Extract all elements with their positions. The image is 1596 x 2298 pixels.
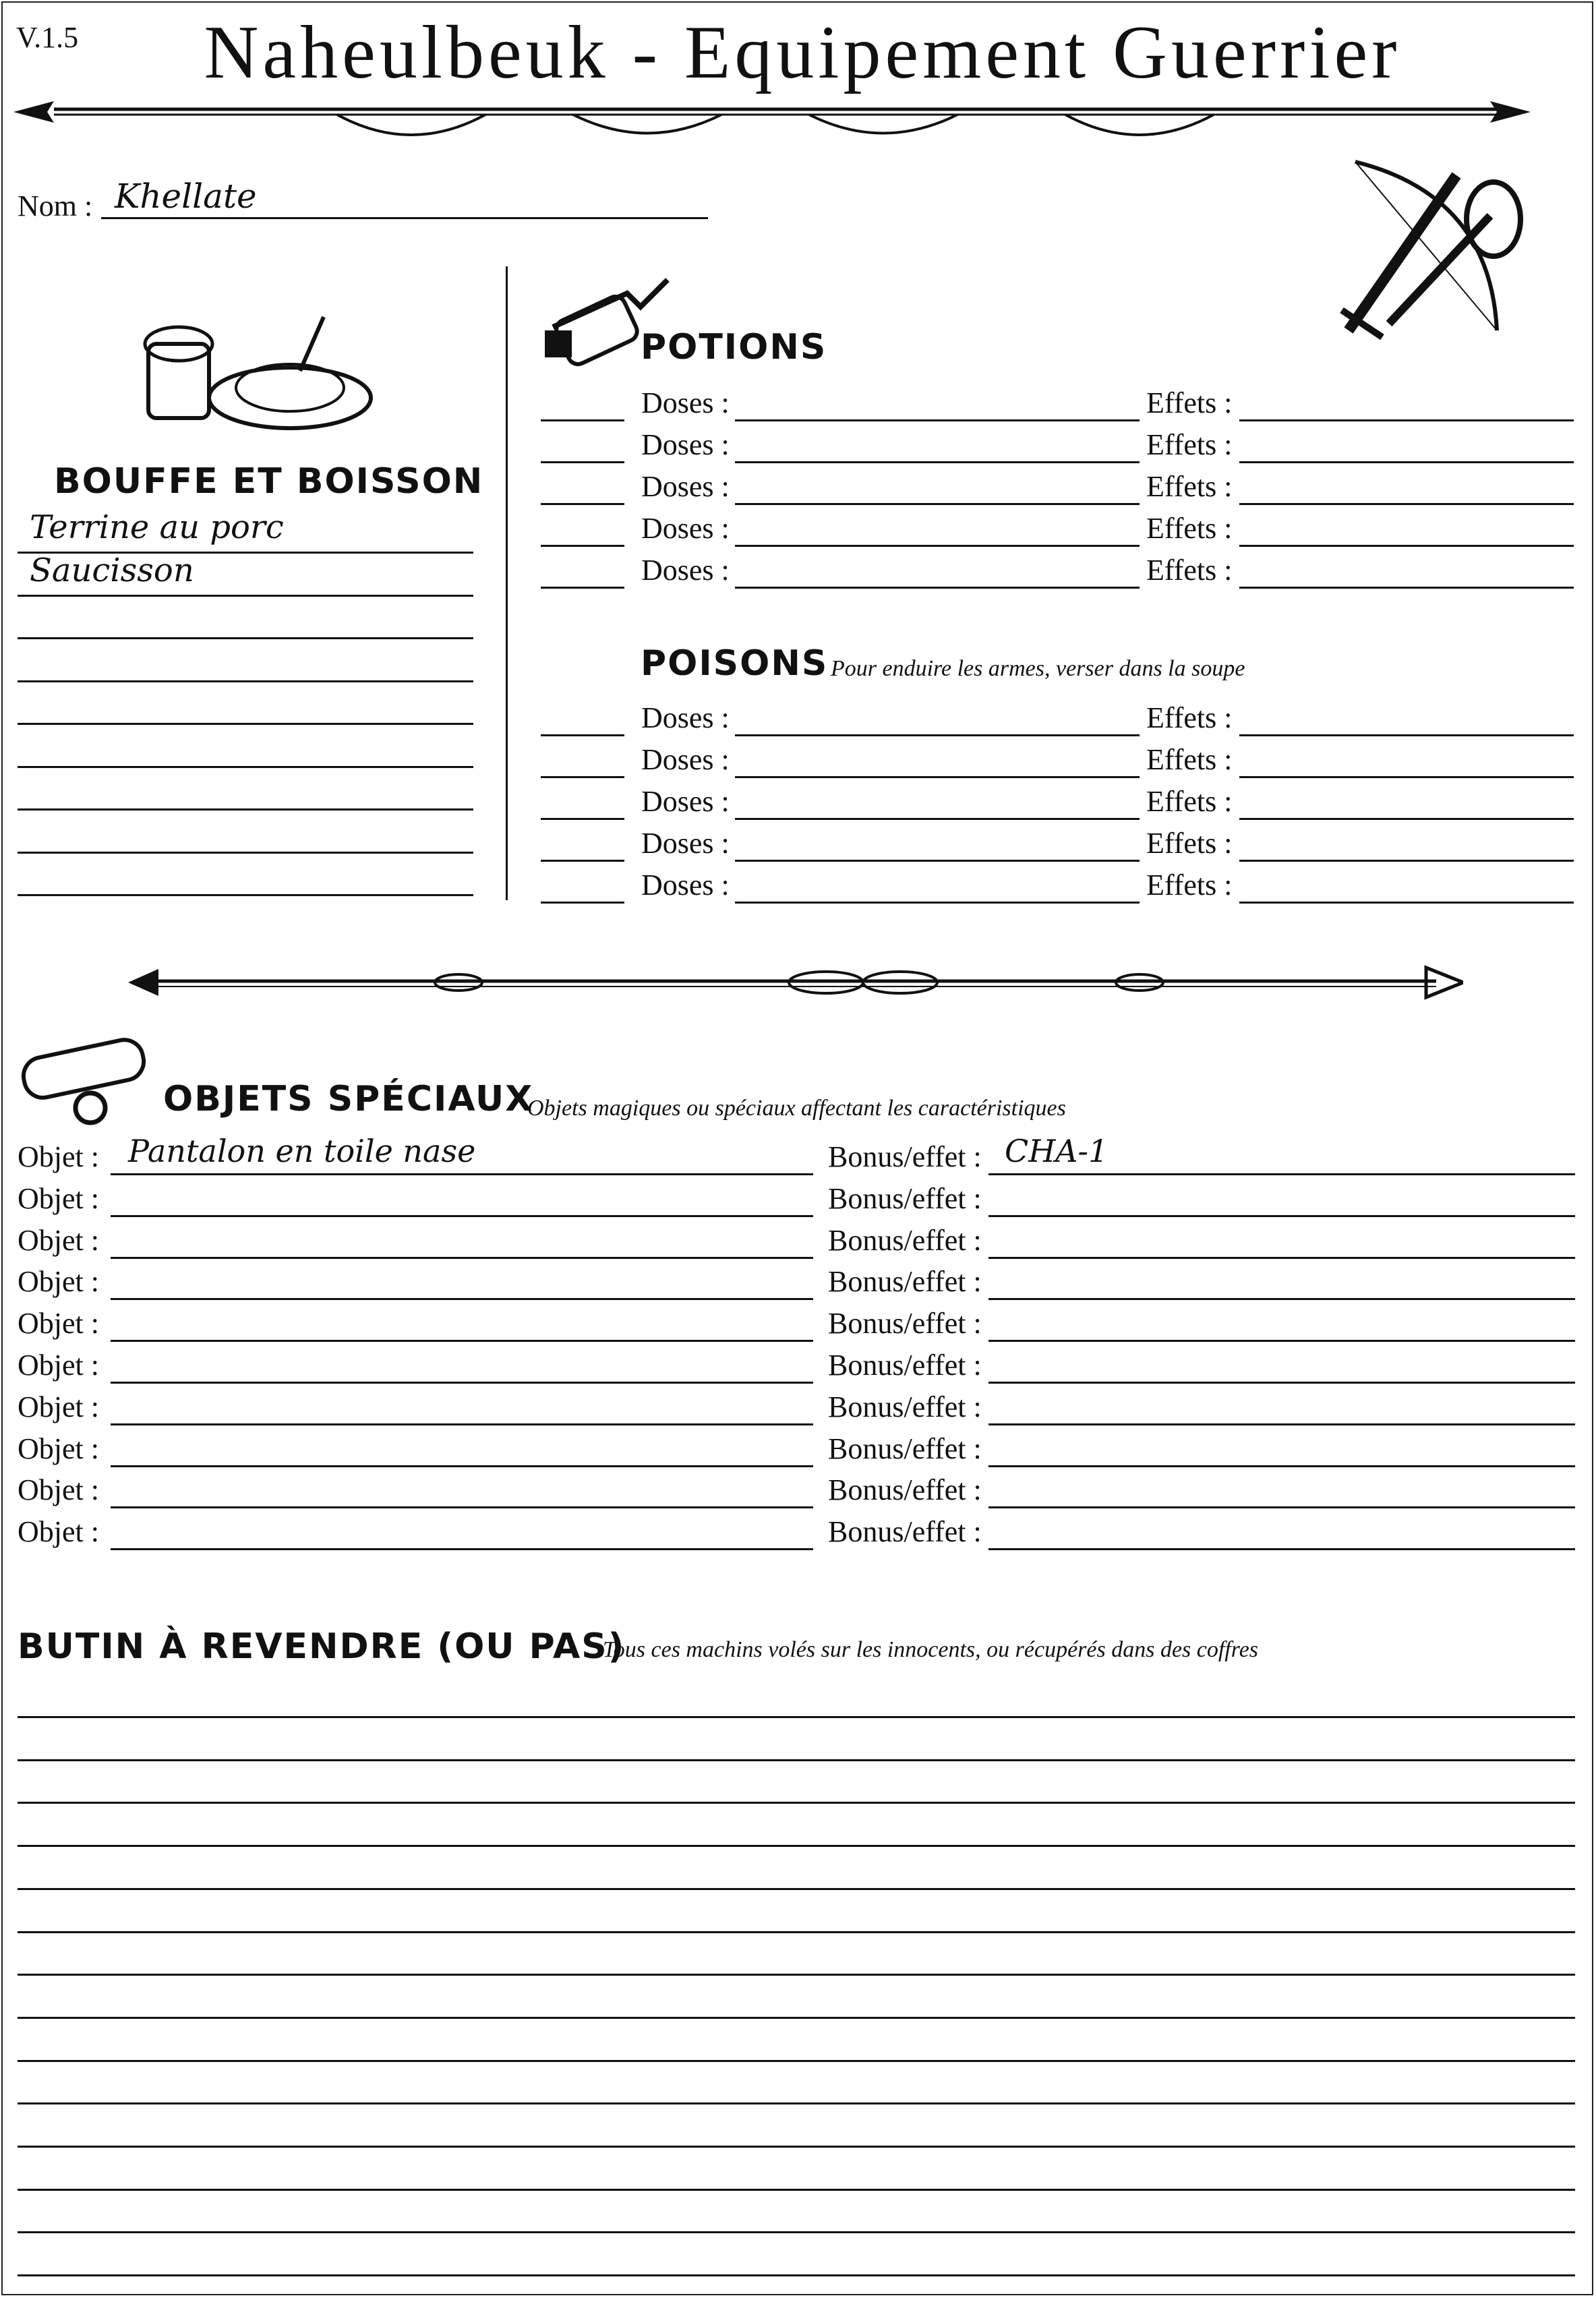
doses-label: Doses : <box>641 868 730 902</box>
staff-divider-icon <box>128 961 1463 1001</box>
food-line <box>18 766 473 768</box>
objet-line <box>111 1340 813 1342</box>
doses-label: Doses : <box>641 701 730 734</box>
bonus-line <box>988 1173 1575 1175</box>
bonus-label: Bonus/effet : <box>828 1473 982 1506</box>
objet-line <box>111 1298 813 1300</box>
objet-label: Objet : <box>18 1390 99 1423</box>
bonus-label: Bonus/effet : <box>828 1182 982 1215</box>
loot-line[interactable] <box>18 1802 1575 1804</box>
loot-line[interactable] <box>18 1888 1575 1890</box>
objet-label: Objet : <box>18 1473 99 1506</box>
objet-label: Objet : <box>18 1349 99 1382</box>
food-entry[interactable]: Terrine au porc <box>30 508 284 546</box>
effets-label: Effets : <box>1146 701 1233 734</box>
doses-label: Doses : <box>641 785 730 818</box>
food-line <box>18 723 473 725</box>
food-entry[interactable]: Saucisson <box>30 552 194 589</box>
loot-line[interactable] <box>18 1716 1575 1718</box>
loot-line[interactable] <box>18 1931 1575 1933</box>
food-section-title: BOUFFE ET BOISSON <box>54 461 484 502</box>
objet-line <box>111 1423 813 1425</box>
effets-field[interactable] <box>1239 818 1574 820</box>
loot-line[interactable] <box>18 1845 1575 1847</box>
food-line <box>18 808 473 811</box>
poisons-section-title: POISONS <box>641 643 829 684</box>
effets-label: Effets : <box>1146 827 1233 860</box>
objet-label: Objet : <box>18 1515 99 1548</box>
doses-label: Doses : <box>641 386 730 419</box>
objet-line <box>111 1465 813 1467</box>
loot-line[interactable] <box>18 2146 1575 2148</box>
objet-label: Objet : <box>18 1182 99 1215</box>
objet-label: Objet : <box>18 1432 99 1465</box>
doses-field[interactable] <box>735 545 1140 547</box>
loot-line[interactable] <box>18 2274 1575 2276</box>
food-line <box>18 852 473 854</box>
blank-line <box>541 587 624 589</box>
blank-line <box>541 461 624 463</box>
blank-line <box>541 503 624 505</box>
bonus-label: Bonus/effet : <box>828 1515 982 1548</box>
effets-label: Effets : <box>1146 428 1233 461</box>
effets-label: Effets : <box>1146 512 1233 545</box>
potions-section-title: POTIONS <box>641 327 827 367</box>
food-line <box>18 637 473 639</box>
blank-line <box>541 860 624 862</box>
loot-line[interactable] <box>18 1974 1575 1976</box>
doses-field[interactable] <box>735 860 1140 862</box>
doses-label: Doses : <box>641 554 730 587</box>
food-plate-icon <box>135 303 378 438</box>
effets-field[interactable] <box>1239 419 1574 421</box>
objet-line <box>111 1215 813 1217</box>
bonus-line <box>988 1340 1575 1342</box>
bonus-label: Bonus/effet : <box>828 1390 982 1423</box>
loot-section-title: BUTIN À REVENDRE (OU PAS) <box>18 1626 626 1667</box>
food-line <box>18 894 473 896</box>
doses-label: Doses : <box>641 743 730 776</box>
blank-line <box>541 818 624 820</box>
bonus-line <box>988 1382 1575 1384</box>
objet-label: Objet : <box>18 1224 99 1257</box>
special-section-title: OBJETS SPÉCIAUX <box>163 1079 534 1119</box>
blank-line <box>541 419 624 421</box>
objet-label: Objet : <box>18 1307 99 1340</box>
effets-label: Effets : <box>1146 554 1233 587</box>
effets-field[interactable] <box>1239 461 1574 463</box>
doses-label: Doses : <box>641 428 730 461</box>
food-line <box>18 595 473 597</box>
objet-line <box>111 1548 813 1550</box>
loot-subtitle: Tous ces machins volés sur les innocents, ou récupérés dans des coffres <box>603 1637 1259 1662</box>
effets-field[interactable] <box>1239 587 1574 589</box>
effets-label: Effets : <box>1146 470 1233 503</box>
bonus-line <box>988 1298 1575 1300</box>
objet-line <box>111 1506 813 1508</box>
loot-line[interactable] <box>18 2102 1575 2104</box>
special-subtitle: Objets magiques ou spéciaux affectant les caractéristiques <box>527 1096 1066 1121</box>
objet-line <box>111 1173 813 1175</box>
effets-field[interactable] <box>1239 860 1574 862</box>
version-label: V.1.5 <box>16 21 79 54</box>
effets-field[interactable] <box>1239 902 1574 904</box>
bonus-label: Bonus/effet : <box>828 1140 982 1173</box>
nom-field[interactable]: Khellate <box>115 177 257 216</box>
doses-field[interactable] <box>735 902 1140 904</box>
effets-label: Effets : <box>1146 785 1233 818</box>
doses-field[interactable] <box>735 461 1140 463</box>
doses-label: Doses : <box>641 827 730 860</box>
objet-line <box>111 1257 813 1259</box>
loot-line[interactable] <box>18 2189 1575 2191</box>
objet-field[interactable]: Pantalon en toile nase <box>128 1133 476 1169</box>
scroll-ring-icon <box>16 1028 158 1129</box>
loot-line[interactable] <box>18 2060 1575 2062</box>
bonus-label: Bonus/effet : <box>828 1224 982 1257</box>
bonus-line <box>988 1465 1575 1467</box>
loot-line[interactable] <box>18 1759 1575 1761</box>
page-title: Naheulbeuk - Equipement Guerrier <box>204 11 1401 94</box>
doses-label: Doses : <box>641 470 730 503</box>
bonus-line <box>988 1257 1575 1259</box>
column-divider <box>506 266 508 900</box>
objet-label: Objet : <box>18 1265 99 1298</box>
blank-line <box>541 734 624 736</box>
food-line <box>18 680 473 682</box>
loot-line[interactable] <box>18 2231 1575 2233</box>
bonus-label: Bonus/effet : <box>828 1349 982 1382</box>
effets-field[interactable] <box>1239 503 1574 505</box>
doses-field[interactable] <box>735 818 1140 820</box>
doses-field[interactable] <box>735 587 1140 589</box>
effets-field[interactable] <box>1239 776 1574 778</box>
loot-line[interactable] <box>18 2017 1575 2019</box>
bonus-field[interactable]: CHA-1 <box>1005 1133 1109 1169</box>
effets-label: Effets : <box>1146 743 1233 776</box>
nom-label: Nom : <box>18 189 93 223</box>
blank-line <box>541 776 624 778</box>
effets-field[interactable] <box>1239 545 1574 547</box>
bonus-label: Bonus/effet : <box>828 1265 982 1298</box>
bonus-line <box>988 1215 1575 1217</box>
bonus-line <box>988 1548 1575 1550</box>
doses-field[interactable] <box>735 503 1140 505</box>
doses-field[interactable] <box>735 419 1140 421</box>
blank-line <box>541 902 624 904</box>
crossed-weapons-icon <box>1328 155 1531 344</box>
nom-line <box>101 217 708 219</box>
doses-field[interactable] <box>735 734 1140 736</box>
spear-divider-icon <box>13 88 1531 142</box>
bonus-label: Bonus/effet : <box>828 1307 982 1340</box>
effets-label: Effets : <box>1146 868 1233 902</box>
effets-label: Effets : <box>1146 386 1233 419</box>
poisons-subtitle: Pour enduire les armes, verser dans la soupe <box>831 656 1245 681</box>
bonus-line <box>988 1506 1575 1508</box>
bonus-line <box>988 1423 1575 1425</box>
objet-label: Objet : <box>18 1140 99 1173</box>
bonus-label: Bonus/effet : <box>828 1432 982 1465</box>
blank-line <box>541 545 624 547</box>
effets-field[interactable] <box>1239 734 1574 736</box>
doses-field[interactable] <box>735 776 1140 778</box>
objet-line <box>111 1382 813 1384</box>
doses-label: Doses : <box>641 512 730 545</box>
